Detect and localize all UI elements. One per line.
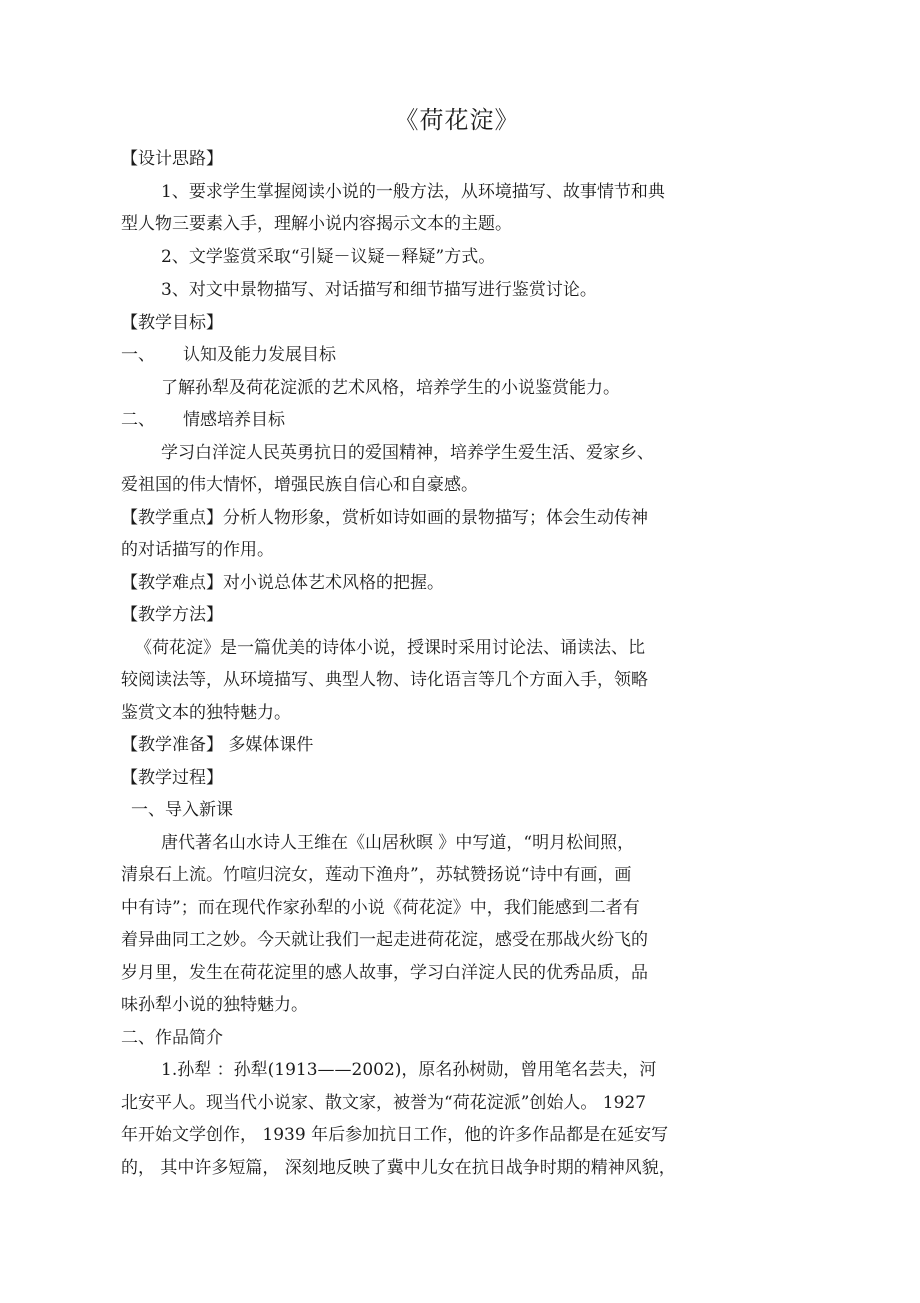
paragraph-line: 清泉石上流。竹喧归浣女，莲动下渔舟”，苏轼赞扬说“诗中有画，画 [121, 865, 632, 885]
paragraph-line: 鉴赏文本的独特魅力。 [121, 703, 291, 723]
paragraph-line: 的， 其中许多短篇， 深刻地反映了冀中儿女在抗日战争时期的精神风貌， [121, 1158, 676, 1178]
paragraph-line: 《荷花淀》是一篇优美的诗体小说，授课时采用讨论法、诵读法、比 [135, 638, 645, 658]
paragraph-line: 唐代著名山水诗人王维在《山居秋暝 》中写道，“明月松间照， [161, 833, 635, 853]
paragraph-line: 岁月里，发生在荷花淀里的感人故事，学习白洋淀人民的优秀品质，品 [121, 963, 648, 983]
list-heading-text: 认知及能力发展目标 [183, 345, 336, 365]
section-heading-difficulty: 【教学难点】对小说总体艺术风格的把握。 [121, 573, 444, 593]
document-title: 《荷花淀》 [394, 106, 520, 134]
paragraph-line: 较阅读法等，从环境描写、典型人物、诗化语言等几个方面入手，领略 [121, 670, 648, 690]
paragraph-line: 2、文学鉴赏采取“引疑－议疑－释疑”方式。 [161, 247, 496, 267]
list-heading [121, 344, 336, 366]
paragraph-line: 1.孙犁 ：孙犁(1913——2002)，原名孙树勋，曾用笔名芸夫，河 [161, 1060, 657, 1080]
paragraph-line: 中有诗”；而在现代作家孙犁的小说《荷花淀》中，我们能感到二者有 [121, 898, 640, 918]
section-heading-process: 【教学过程】 [121, 768, 223, 788]
list-heading-text: 情感培养目标 [183, 410, 285, 430]
paragraph-line: 年开始文学创作， 1939 年后参加抗日工作，他的许多作品都是在延安写 [121, 1125, 669, 1145]
paragraph-line: 的对话描写的作用。 [121, 540, 274, 560]
subsection-heading: 二、作品简介 [121, 1028, 223, 1048]
paragraph-line: 3、对文中景物描写、对话描写和细节描写进行鉴赏讨论。 [161, 280, 597, 300]
paragraph-line: 爱祖国的伟大情怀，增强民族自信心和自豪感。 [121, 475, 478, 495]
paragraph-line: 1、要求学生掌握阅读小说的一般方法，从环境描写、故事情节和典 [161, 182, 665, 202]
list-heading [121, 409, 285, 431]
section-heading-key-points: 【教学重点】分析人物形象，赏析如诗如画的景物描写；体会生动传神 [121, 508, 648, 528]
section-heading-design: 【设计思路】 [121, 149, 223, 169]
section-heading-method: 【教学方法】 [121, 605, 223, 625]
subsection-heading: 一、导入新课 [131, 800, 233, 820]
paragraph-line: 学习白洋淀人民英勇抗日的爱国精神，培养学生爱生活、爱家乡、 [161, 443, 654, 463]
section-heading-goals: 【教学目标】 [121, 313, 223, 333]
paragraph-line: 型人物三要素入手，理解小说内容揭示文本的主题。 [121, 214, 512, 234]
paragraph-line: 了解孙犁及荷花淀派的艺术风格，培养学生的小说鉴赏能力。 [161, 378, 620, 398]
paragraph-line: 北安平人。现当代小说家、散文家，被誉为“荷花淀派”创始人。 1927 [121, 1093, 647, 1113]
section-heading-preparation: 【教学准备】 多媒体课件 [121, 735, 314, 755]
list-number: 一、 [121, 345, 155, 365]
list-number: 二、 [121, 410, 155, 430]
paragraph-line: 味孙犁小说的独特魅力。 [121, 995, 308, 1015]
paragraph-line: 着异曲同工之妙。今天就让我们一起走进荷花淀，感受在那战火纷飞的 [121, 930, 648, 950]
